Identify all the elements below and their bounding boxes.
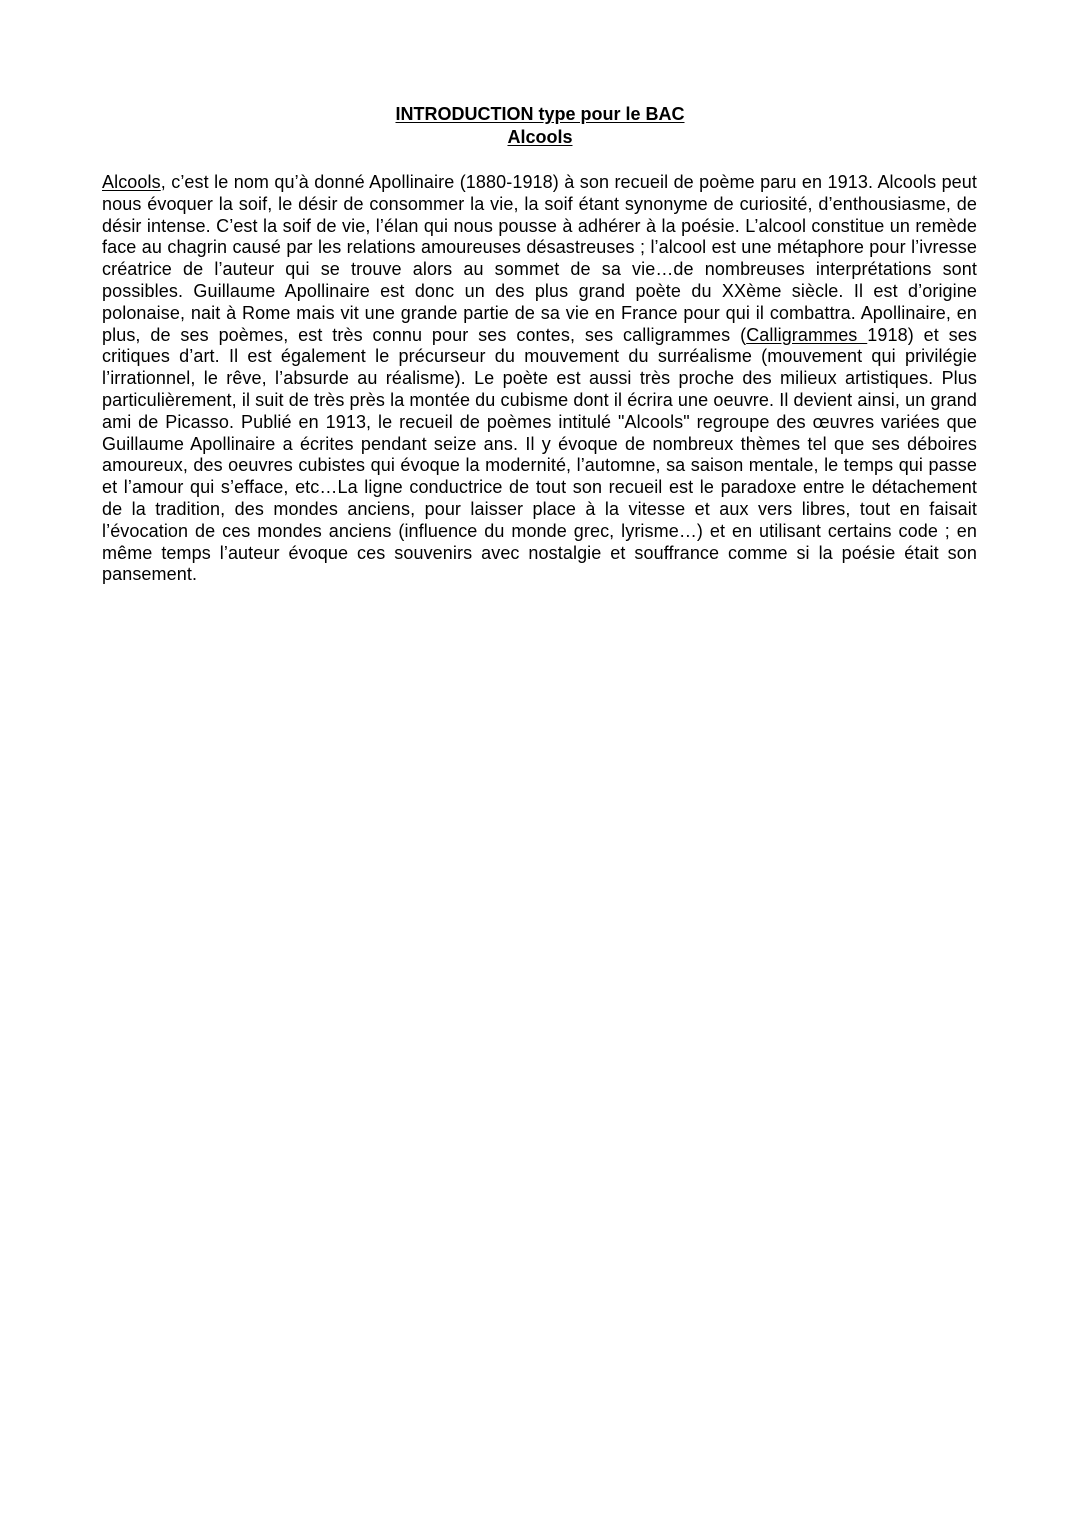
document-title — [0, 103, 1080, 149]
title-line-1: INTRODUCTION type pour le BAC — [395, 104, 685, 124]
paragraph-text-part-2: 1918) et ses critiques d’art. Il est également le précurseur du mouvement du surréalisme (mouvement qui privilégie l’irrationnel, le rêve, l’absurde au réalisme). Le poète est aussi très proche des milieux artistiques. Plus particulièrement, il suit de très près la montée du cubisme dont il écrira une oeuvre. Il devient ainsi, un grand ami de Picasso. Publié en 1913, le recueil de poèmes intitulé "Alcools" regroupe des œuvres variées que Guillaume Apollinaire a écrites pendant seize ans. Il y évoque de nombreux thèmes tel que ses déboires amoureux, des oeuvres cubistes qui évoque la modernité, l’automne, sa saison mentale, le temps qui passe et l’amour qui s’efface, etc…La ligne conductrice de tout son recueil est le paradoxe entre le détachement de la tradition, des mondes anciens, pour laisser place à la vitesse et aux vers libres, tout en faisait l’évocation de ces mondes anciens (influence du monde grec, lyrisme…) et en utilisant certains code ; en même temps l’auteur évoque ces souvenirs avec nostalgie et souffrance comme si la poésie était son pansement. — [102, 324, 977, 585]
work-title-calligrammes: Calligrammes — [746, 324, 868, 345]
body-paragraph — [102, 172, 977, 586]
paragraph-text-part-1: , c’est le nom qu’à donné Apollinaire (1880-1918) à son recueil de poème paru en 1913. Alcools peut nous évoquer la soif, le désir de consommer la vie, la soif étant synonyme de curiosité, d’enthousiasme, de désir intense. C’est la soif de vie, l’élan qui nous pousse à adhérer à la poésie. L’alcool constitue un remède face au chagrin causé par les relations amoureuses désastreuses ; l’alcool est une métaphore pour l’ivresse créatrice de l’auteur qui se trouve alors au sommet de sa vie…de nombreuses interprétations sont possibles. Guillaume Apollinaire est donc un des plus grand poète du XXème siècle. Il est d’origine polonaise, nait à Rome mais vit une grande partie de sa vie en France pour qui il combattra. Apollinaire, en plus, de ses poèmes, est très connu pour ses contes, ses calligrammes ( — [102, 172, 977, 345]
work-title-alcools: Alcools — [102, 172, 161, 192]
title-line-2: Alcools — [507, 127, 573, 147]
